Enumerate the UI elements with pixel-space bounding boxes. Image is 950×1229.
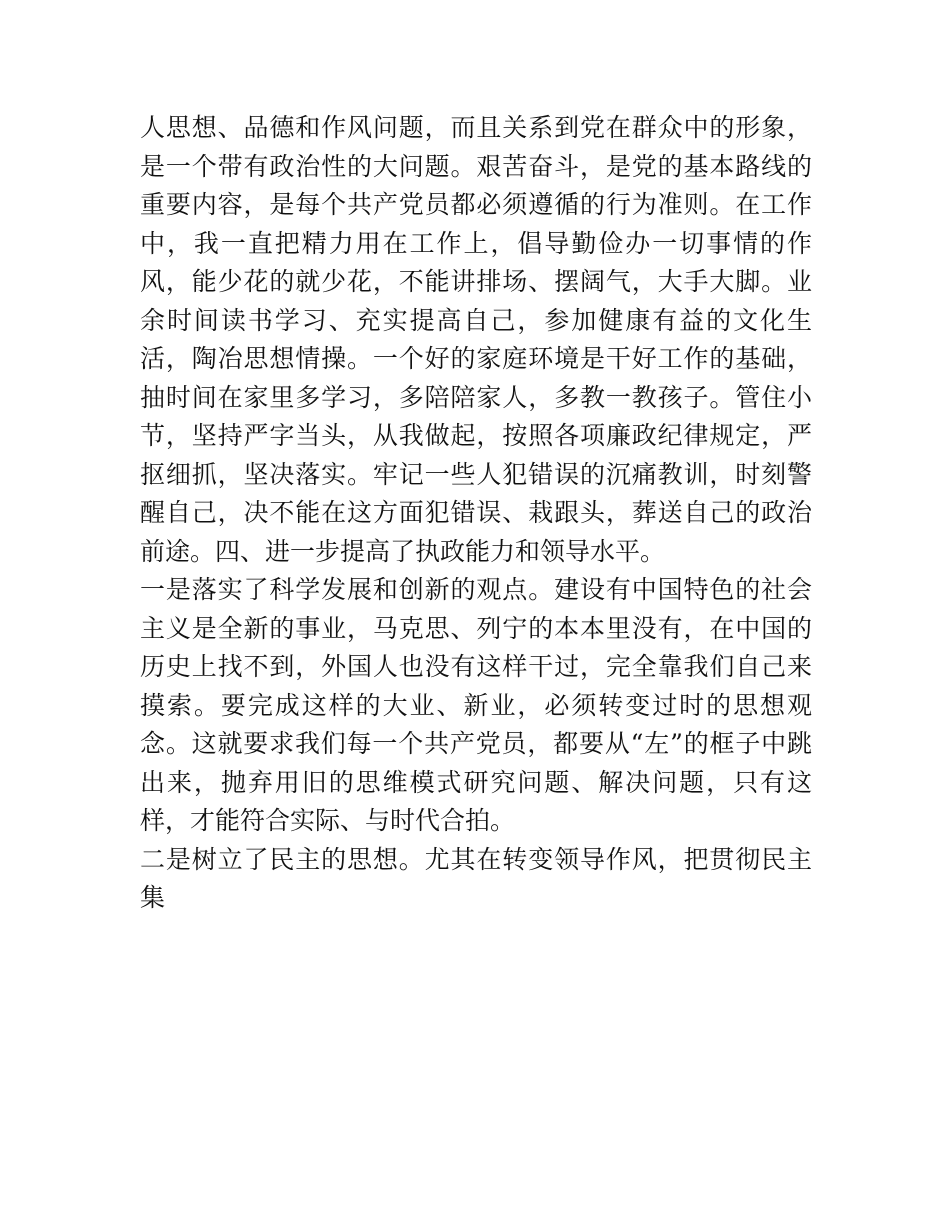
paragraph-3: 二是树立了民主的思想。尤其在转变领导作风，把贯彻民主集 [140,844,812,912]
body-text [140,109,812,918]
paragraph-1: 人思想、品德和作风问题，而且关系到党在群众中的形象，是一个带有政治性的大问题。艰苦奋斗，是党的基本路线的重要内容，是每个共产党员都必须遵循的行为准则。在工作中，我一直把精力用在工作上，倡导勤俭办一切事情的作风，能少花的就少花，不能讲排场、摆阔气，大手大脚。业余时间读书学习、充实提高自己，参加健康有益的文化生活，陶冶思想情操。一个好的家庭环境是干好工作的基础，抽时间在家里多学习，多陪陪家人，多教一教孩子。管住小节，坚持严字当头，从我做起，按照各项廉政纪律规定，严抠细抓，坚决落实。牢记一些人犯错误的沉痛教训，时刻警醒自己，决不能在这方面犯错误、栽跟头，葬送自己的政治前途。四、进一步提高了执政能力和领导水平。 [140,113,812,566]
paragraph-2: 一是落实了科学发展和创新的观点。建设有中国特色的社会主义是全新的事业，马克思、列宁的本本里没有，在中国的历史上找不到，外国人也没有这样干过，完全靠我们自己来摸索。要完成这样的大业、新业，必须转变过时的思想观念。这就要求我们每一个共产党员，都要从“左”的框子中跳出来，抛弃用旧的思维模式研究问题、解决问题，只有这样，才能符合实际、与时代合拍。 [140,575,812,835]
